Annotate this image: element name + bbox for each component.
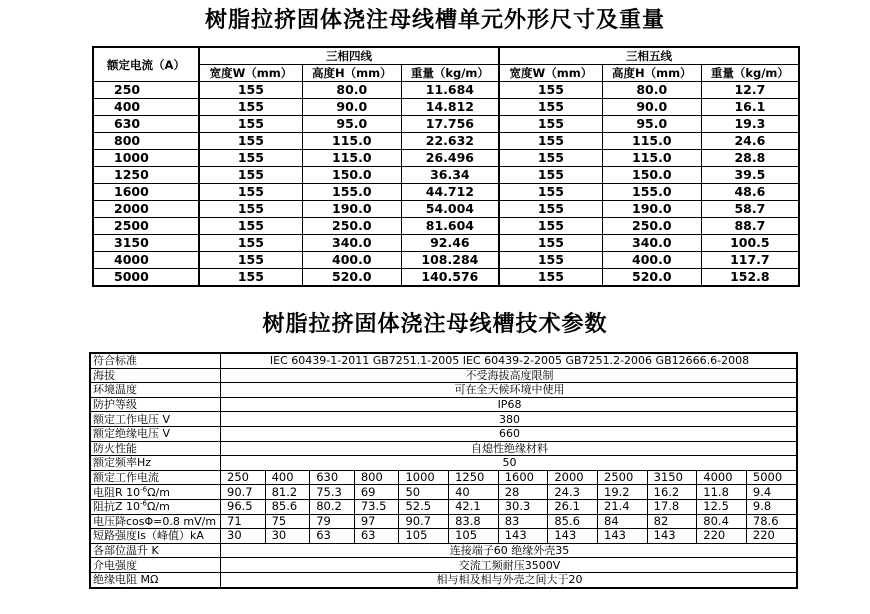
table-row: [90, 426, 797, 441]
group-header-four-wire: 三相四线: [199, 47, 499, 65]
table-cell: 83.8: [449, 514, 499, 529]
insulation-voltage-value: 660: [221, 426, 798, 441]
table-cell: 155: [499, 218, 602, 235]
table-cell: 155: [199, 167, 302, 184]
table-cell: 9.4: [746, 485, 797, 500]
standard-value: IEC 60439-1-2011 GB7251.1-2005 IEC 60439-2-2005 GB7251.2-2006 GB12666.6-2008: [221, 353, 798, 368]
table-cell: 9.8: [746, 499, 797, 514]
table-cell: 42.1: [449, 499, 499, 514]
table-row: [90, 558, 797, 573]
table-cell: 11.684: [401, 82, 499, 99]
table-cell: 155.0: [602, 184, 701, 201]
resistance-label-exp: -6: [140, 484, 148, 493]
dielectric-label: 介电强度: [90, 558, 221, 573]
table-cell: 520.0: [302, 269, 401, 287]
table-cell: 800: [93, 133, 199, 150]
table-cell: 28: [498, 485, 548, 500]
table-cell: 115.0: [602, 150, 701, 167]
table-row: [90, 572, 797, 587]
col-height-5: 高度H（mm）: [602, 65, 701, 82]
fire-value: 自熄性绝缘材料: [221, 441, 798, 456]
dimensions-title: 树脂拉挤固体浇注母线槽单元外形尺寸及重量: [204, 8, 665, 33]
tech-params-table: [89, 352, 798, 589]
table-row: [93, 252, 799, 269]
table-cell: 92.46: [401, 235, 499, 252]
table-cell: 36.34: [401, 167, 499, 184]
table-cell: 155: [499, 133, 602, 150]
short-circuit-label: 短路强度Is（峰值）kA: [90, 529, 221, 544]
resistance-label: [90, 485, 221, 500]
table-cell: 54.004: [401, 201, 499, 218]
table-cell: 155: [199, 252, 302, 269]
rated-current-header: 额定电流（A）: [93, 47, 199, 82]
table-cell: 520.0: [602, 269, 701, 287]
table-cell: 340.0: [602, 235, 701, 252]
col-weight-4: 重量（kg/m）: [401, 65, 499, 82]
table-cell: 250: [93, 82, 199, 99]
table-row: [93, 116, 799, 133]
frequency-value: 50: [221, 456, 798, 471]
table-row: [93, 150, 799, 167]
table-cell: 16.2: [647, 485, 697, 500]
table-cell: 155: [499, 184, 602, 201]
table-cell: 1600: [498, 470, 548, 485]
table-cell: 250.0: [302, 218, 401, 235]
table-cell: 155: [199, 235, 302, 252]
table-cell: 44.712: [401, 184, 499, 201]
ip-value: IP68: [221, 397, 798, 412]
table-cell: 5000: [93, 269, 199, 287]
table-row: [93, 133, 799, 150]
table-row: [90, 470, 797, 485]
table-cell: 30: [221, 529, 266, 544]
table-row: [90, 383, 797, 398]
table-cell: 1000: [93, 150, 199, 167]
table-cell: 50: [399, 485, 449, 500]
table-cell: 105: [449, 529, 499, 544]
ip-label: 防护等级: [90, 397, 221, 412]
table-cell: 80.4: [697, 514, 747, 529]
table-cell: 220: [746, 529, 797, 544]
table-cell: 155: [199, 99, 302, 116]
dimensions-table: [92, 46, 800, 287]
table-cell: 78.6: [746, 514, 797, 529]
table-cell: 26.496: [401, 150, 499, 167]
table-cell: 105: [399, 529, 449, 544]
table-row: [90, 499, 797, 514]
col-width-4: 宽度W（mm）: [199, 65, 302, 82]
table-cell: 2500: [93, 218, 199, 235]
frequency-label: 额定频率Hz: [90, 456, 221, 471]
voltage-value: 380: [221, 412, 798, 427]
table-cell: 90.0: [602, 99, 701, 116]
table-cell: 155.0: [302, 184, 401, 201]
table-row: [90, 543, 797, 558]
table-row: [93, 201, 799, 218]
standard-label: 符合标准: [90, 353, 221, 368]
table-cell: 90.7: [221, 485, 266, 500]
table-row: [90, 485, 797, 500]
table-cell: 39.5: [701, 167, 799, 184]
table-cell: 155: [499, 99, 602, 116]
table-cell: 17.756: [401, 116, 499, 133]
table-row: [90, 456, 797, 471]
table-cell: 4000: [697, 470, 747, 485]
col-height-4: 高度H（mm）: [302, 65, 401, 82]
table-cell: 88.7: [701, 218, 799, 235]
table-cell: 4000: [93, 252, 199, 269]
table-cell: 24.6: [701, 133, 799, 150]
table-cell: 115.0: [302, 150, 401, 167]
temp-rise-label: 各部位温升 K: [90, 543, 221, 558]
table-row: [90, 397, 797, 412]
table-cell: 2000: [93, 201, 199, 218]
table-cell: 1000: [399, 470, 449, 485]
current-label: 额定工作电流: [90, 470, 221, 485]
table-cell: 14.812: [401, 99, 499, 116]
tech-params-title: 树脂拉挤固体浇注母线槽技术参数: [262, 312, 608, 337]
table-cell: 48.6: [701, 184, 799, 201]
voltage-drop-label: 电压降cosΦ=0.8 mV/m: [90, 514, 221, 529]
table-cell: 97: [354, 514, 399, 529]
table-cell: 95.0: [302, 116, 401, 133]
table-cell: 155: [199, 269, 302, 287]
table-cell: 155: [499, 116, 602, 133]
table-row: [93, 184, 799, 201]
table-cell: 630: [93, 116, 199, 133]
table-cell: 143: [498, 529, 548, 544]
table-cell: 71: [221, 514, 266, 529]
table-cell: 24.3: [548, 485, 598, 500]
table-cell: 85.6: [265, 499, 310, 514]
group-header-five-wire: 三相五线: [499, 47, 799, 65]
table-cell: 150.0: [602, 167, 701, 184]
table-cell: 11.8: [697, 485, 747, 500]
table-cell: 85.6: [548, 514, 598, 529]
table-cell: 26.1: [548, 499, 598, 514]
resistance-label-pre: 电阻R 10: [93, 485, 141, 499]
table-cell: 155: [199, 218, 302, 235]
table-cell: 82: [647, 514, 697, 529]
table-cell: 155: [199, 150, 302, 167]
table-row: [93, 167, 799, 184]
table-cell: 40: [449, 485, 499, 500]
col-weight-5: 重量（kg/m）: [701, 65, 799, 82]
table-cell: 63: [354, 529, 399, 544]
table-cell: 250: [221, 470, 266, 485]
table-cell: 400.0: [602, 252, 701, 269]
env-label: 环境温度: [90, 383, 221, 398]
table-cell: 58.7: [701, 201, 799, 218]
table-cell: 75: [265, 514, 310, 529]
table-cell: 155: [499, 201, 602, 218]
table-cell: 115.0: [602, 133, 701, 150]
table-cell: 75.3: [310, 485, 355, 500]
table-cell: 190.0: [302, 201, 401, 218]
table-cell: 155: [199, 184, 302, 201]
table-cell: 340.0: [302, 235, 401, 252]
table-cell: 22.632: [401, 133, 499, 150]
table-cell: 17.8: [647, 499, 697, 514]
table-cell: 155: [199, 116, 302, 133]
table-cell: 1600: [93, 184, 199, 201]
table-cell: 5000: [746, 470, 797, 485]
table-cell: 150.0: [302, 167, 401, 184]
col-width-5: 宽度W（mm）: [499, 65, 602, 82]
table-cell: 100.5: [701, 235, 799, 252]
dimensions-table-body: [93, 82, 799, 287]
table-cell: 117.7: [701, 252, 799, 269]
insulation-resistance-value: 相与相及相与外壳之间大于20: [221, 572, 798, 587]
table-row: [93, 82, 799, 99]
table-cell: 73.5: [354, 499, 399, 514]
table-cell: 400: [93, 99, 199, 116]
table-cell: 30: [265, 529, 310, 544]
impedance-label-post: Ω/m: [147, 500, 170, 514]
table-cell: 115.0: [302, 133, 401, 150]
table-cell: 155: [499, 269, 602, 287]
table-cell: 155: [499, 82, 602, 99]
table-cell: 63: [310, 529, 355, 544]
table-cell: 80.0: [602, 82, 701, 99]
impedance-label-exp: -6: [140, 499, 148, 508]
fire-label: 防火性能: [90, 441, 221, 456]
table-row: [93, 218, 799, 235]
table-cell: 30.3: [498, 499, 548, 514]
table-cell: 90.0: [302, 99, 401, 116]
table-cell: 84: [598, 514, 648, 529]
table-cell: 155: [499, 235, 602, 252]
table-cell: 80.2: [310, 499, 355, 514]
table-cell: 80.0: [302, 82, 401, 99]
table-cell: 2500: [598, 470, 648, 485]
table-cell: 155: [499, 150, 602, 167]
table-cell: 90.7: [399, 514, 449, 529]
altitude-label: 海拔: [90, 368, 221, 383]
table-cell: 3150: [647, 470, 697, 485]
table-cell: 1250: [93, 167, 199, 184]
table-cell: 19.3: [701, 116, 799, 133]
table-cell: 96.5: [221, 499, 266, 514]
insulation-resistance-label: 绝缘电阻 MΩ: [90, 572, 221, 587]
table-cell: 155: [499, 252, 602, 269]
table-row: [90, 368, 797, 383]
table-cell: 2000: [548, 470, 598, 485]
table-cell: 152.8: [701, 269, 799, 287]
voltage-label: 额定工作电压 V: [90, 412, 221, 427]
table-cell: 79: [310, 514, 355, 529]
table-cell: 21.4: [598, 499, 648, 514]
table-row: [90, 529, 797, 544]
table-cell: 28.8: [701, 150, 799, 167]
table-cell: 69: [354, 485, 399, 500]
resistance-label-post: Ω/m: [147, 485, 170, 499]
table-cell: 630: [310, 470, 355, 485]
table-cell: 155: [199, 201, 302, 218]
table-cell: 81.604: [401, 218, 499, 235]
table-cell: 52.5: [399, 499, 449, 514]
table-cell: 800: [354, 470, 399, 485]
table-cell: 143: [548, 529, 598, 544]
dielectric-value: 交流工频耐压3500V: [221, 558, 798, 573]
table-cell: 108.284: [401, 252, 499, 269]
table-cell: 400: [265, 470, 310, 485]
temp-rise-value: 连接端子60 绝缘外壳35: [221, 543, 798, 558]
table-cell: 220: [697, 529, 747, 544]
table-row: [90, 353, 797, 368]
table-row: [93, 269, 799, 287]
table-cell: 12.7: [701, 82, 799, 99]
table-cell: 143: [647, 529, 697, 544]
table-cell: 81.2: [265, 485, 310, 500]
table-cell: 19.2: [598, 485, 648, 500]
table-cell: 250.0: [602, 218, 701, 235]
table-row: [90, 441, 797, 456]
table-cell: 16.1: [701, 99, 799, 116]
table-row: [90, 514, 797, 529]
insulation-voltage-label: 额定绝缘电压 V: [90, 426, 221, 441]
table-cell: 155: [499, 167, 602, 184]
table-cell: 12.5: [697, 499, 747, 514]
table-cell: 95.0: [602, 116, 701, 133]
env-value: 可在全天候环境中使用: [221, 383, 798, 398]
table-row: [93, 235, 799, 252]
table-row: [90, 412, 797, 427]
table-cell: 155: [199, 133, 302, 150]
table-cell: 1250: [449, 470, 499, 485]
impedance-label: [90, 499, 221, 514]
table-cell: 3150: [93, 235, 199, 252]
table-cell: 190.0: [602, 201, 701, 218]
table-cell: 143: [598, 529, 648, 544]
altitude-value: 不受海拔高度限制: [221, 368, 798, 383]
table-cell: 83: [498, 514, 548, 529]
impedance-label-pre: 阻抗Z 10: [93, 500, 141, 514]
table-row: [93, 99, 799, 116]
table-cell: 140.576: [401, 269, 499, 287]
table-cell: 400.0: [302, 252, 401, 269]
table-cell: 155: [199, 82, 302, 99]
